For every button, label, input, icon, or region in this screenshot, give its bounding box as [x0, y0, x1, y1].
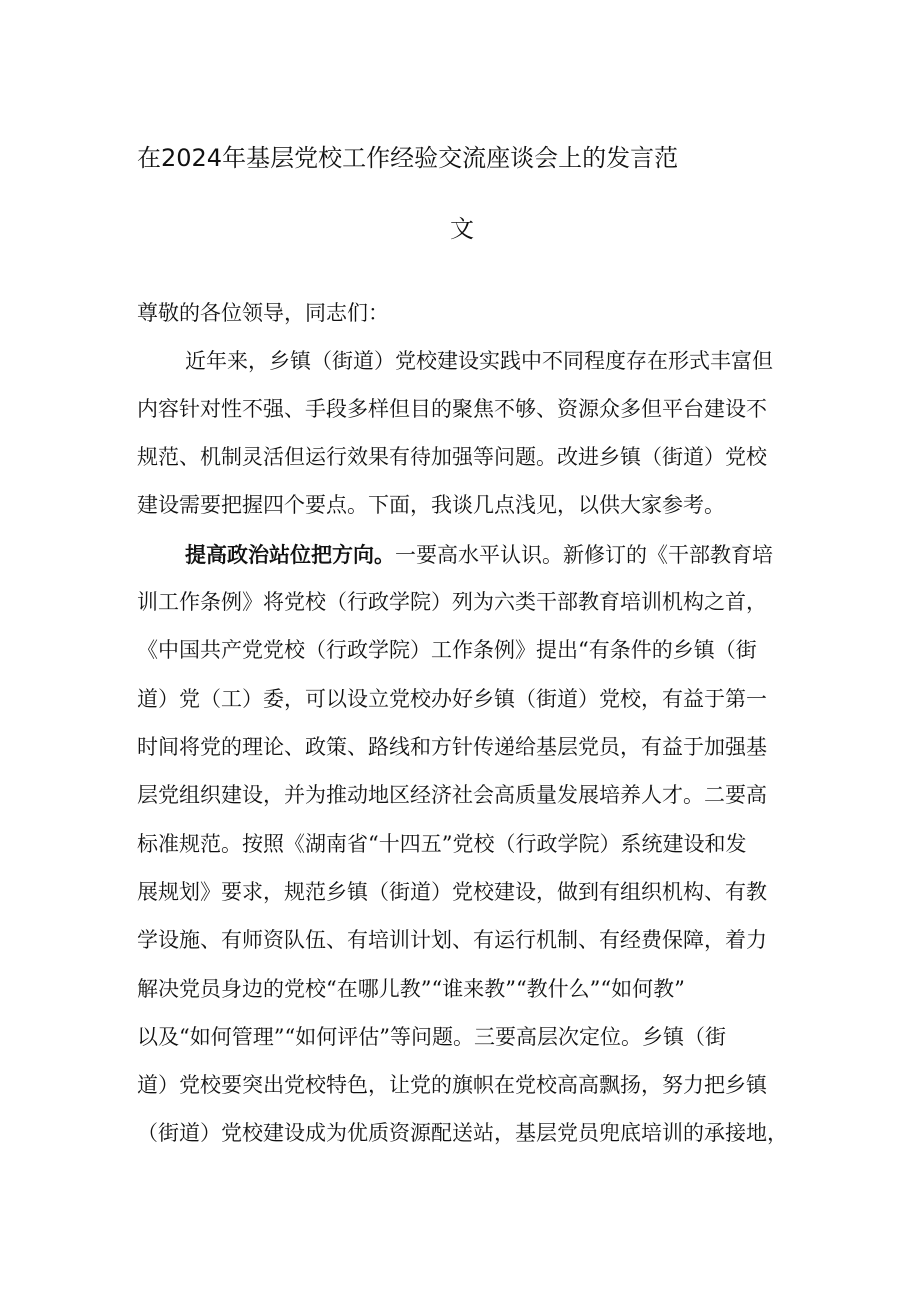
intro-line-3: 规范、机制灵活但运行效果有待加强等问题。改进乡镇（街道）党校: [137, 445, 767, 469]
intro-line-1: 近年来，乡镇（街道）党校建设实践中不同程度存在形式丰富但: [185, 349, 773, 373]
section1-heading: 提高政治站位把方向。: [185, 542, 395, 567]
section1-first-line: [185, 544, 773, 566]
section1-line-13: （街道）党校建设成为优质资源配送站，基层党员兜底培训的承接地，: [137, 1121, 788, 1145]
section1-line-10: 解决党员身边的党校“在哪儿教”“谁来教”“教什么”“如何教”: [137, 977, 685, 1001]
intro-line-4: 建设需要把握四个要点。下面，我谈几点浅见，以供大家参考。: [137, 493, 725, 517]
section1-line-2: 训工作条例》将党校（行政学院）列为六类干部教育培训机构之首，: [137, 590, 767, 614]
section1-line-9: 学设施、有师资队伍、有培训计划、有运行机制、有经费保障，着力: [137, 928, 767, 952]
section1-line-4: 道）党（工）委，可以设立党校办好乡镇（街道）党校，有益于第一: [137, 687, 767, 711]
section1-line-8: 展规划》要求，规范乡镇（街道）党校建设，做到有组织机构、有教: [137, 880, 767, 904]
section1-line-12: 道）党校要突出党校特色，让党的旗帜在党校高高飘扬，努力把乡镇: [137, 1073, 767, 1097]
intro-line-2: 内容针对性不强、手段多样但目的聚焦不够、资源众多但平台建设不: [137, 397, 767, 421]
section1-line-3: 《中国共产党党校（行政学院）工作条例》提出“有条件的乡镇（街: [137, 638, 757, 662]
section1-line-6: 层党组织建设，并为推动地区经济社会高质量发展培养人才。二要高: [137, 783, 767, 807]
section1-first-line-rest: 一要高水平认识。新修订的《干部教育培: [395, 543, 773, 567]
document-title-line-1: 在2024年基层党校工作经验交流座谈会上的发言范: [137, 144, 679, 172]
section1-line-11: 以及“如何管理”“如何评估”等问题。三要高层次定位。乡镇（街: [137, 1025, 726, 1049]
document-title-line-2: 文: [450, 215, 474, 243]
section1-line-5: 时间将党的理论、政策、路线和方针传递给基层党员，有益于加强基: [137, 735, 767, 759]
salutation: 尊敬的各位领导，同志们：: [137, 301, 389, 325]
section1-line-7: 标准规范。按照《湖南省“十四五”党校（行政学院）系统建设和发: [137, 832, 747, 856]
